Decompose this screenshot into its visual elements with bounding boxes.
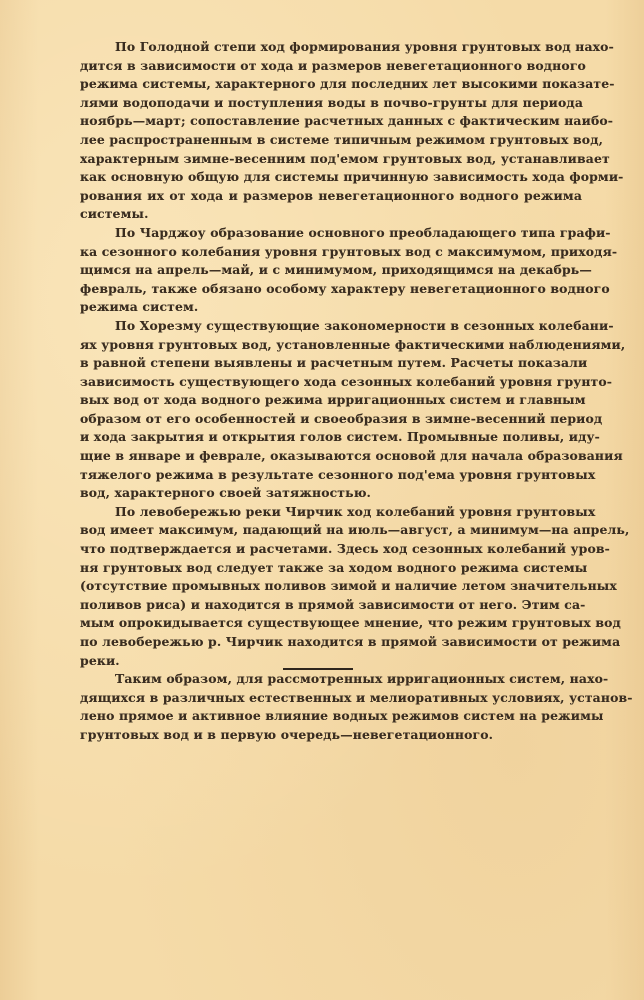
text-line: ня грунтовых вод следует также за ходом водного режима системы (80, 559, 588, 575)
paragraph-golodnaya-steppe (80, 38, 624, 224)
text-line: реки. (80, 652, 120, 668)
text-line: ях уровня грунтовых вод, установленные фактическими наблюдениями, (80, 336, 626, 352)
text-line: характерным зимне-весенним под'емом грунтовых вод, устанавливает (80, 150, 610, 166)
text-line: ноябрь—март; сопоставление расчетных данных с фактическим наибо- (80, 113, 614, 129)
text-line: тяжелого режима в результате сезонного под'ема уровня грунтовых (80, 466, 596, 482)
text-line: По Чарджоу образование основного преобладающего типа графи- (115, 224, 611, 240)
text-line: поливов риса) и находится в прямой зависимости от него. Этим са- (80, 596, 586, 612)
text-line: образом от его особенностей и своеобразия в зимне-весенний период (80, 410, 603, 426)
text-line: по левобережью р. Чирчик находится в прямой зависимости от режима (80, 634, 621, 649)
paragraph-chirchik (80, 503, 630, 670)
text-line: вых вод от хода водного режима ирригационных систем и главным (80, 392, 586, 408)
text-line: Таким образом, для рассмотренных ирригационных систем, нахо- (115, 671, 609, 687)
text-line: лее распространенным в системе типичным режимом грунтовых вод, (80, 131, 604, 147)
text-line: мым опрокидывается существующее мнение, что режим грунтовых вод (80, 615, 621, 631)
text-line: системы. (80, 206, 149, 222)
text-line: в равной степени выявлены и расчетным путем. Расчеты показали (80, 355, 588, 371)
section-end-rule (283, 668, 353, 670)
text-line: дится в зависимости от хода и размеров невегетационного водного (80, 57, 586, 73)
text-line: вод имеет максимум, падающий на июль—август, а минимум—на апрель, (80, 522, 630, 538)
text-line: дящихся в различных естественных и мелиоративных условиях, установ- (80, 689, 633, 705)
text-line: зависимость существующего хода сезонных колебаний уровня грунто- (80, 373, 613, 389)
paragraph-chardzhou (80, 224, 618, 317)
text-line: щимся на апрель—май, и с минимумом, приходящимся на декабрь— (80, 262, 592, 278)
text-line: и хода закрытия и открытия голов систем. Промывные поливы, иду- (80, 429, 600, 445)
text-line: По Хорезму существующие закономерности в сезонных колебани- (115, 317, 614, 333)
text-line: режима систем. (80, 299, 199, 315)
text-line: ка сезонного колебания уровня грунтовых вод с максимумом, приходя- (80, 243, 618, 259)
paragraph-conclusion (80, 670, 633, 744)
text-line: как основную общую для системы причинную зависимость хода форми- (80, 169, 624, 185)
text-line: щие в январе и феврале, оказываются основой для начала образования (80, 448, 623, 464)
text-line: грунтовых вод и в первую очередь—невегетационного. (80, 726, 494, 742)
text-line: По левобережью реки Чирчик ход колебаний уровня грунтовых (115, 503, 596, 519)
text-line: рования их от хода и размеров невегетационного водного режима (80, 187, 582, 203)
text-line: вод, характерного своей затяжностью. (80, 485, 372, 501)
text-line: лями водоподачи и поступления воды в почво-грунты для периода (80, 94, 584, 110)
text-line: режима системы, характерного для последних лет высокими показате- (80, 76, 615, 92)
text-line: лено прямое и активное влияние водных режимов систем на режимы (80, 708, 604, 724)
text-line: По Голодной степи ход формирования уровня грунтовых вод нахо- (115, 39, 614, 54)
text-line: что подтверждается и расчетами. Здесь ход сезонных колебаний уров- (80, 541, 610, 557)
document-page (80, 38, 633, 745)
paragraph-khorezm (80, 317, 626, 503)
text-line: (отсутствие промывных поливов зимой и наличие летом значительных (80, 578, 617, 594)
text-line: февраль, также обязано особому характеру невегетационного водного (80, 280, 610, 296)
